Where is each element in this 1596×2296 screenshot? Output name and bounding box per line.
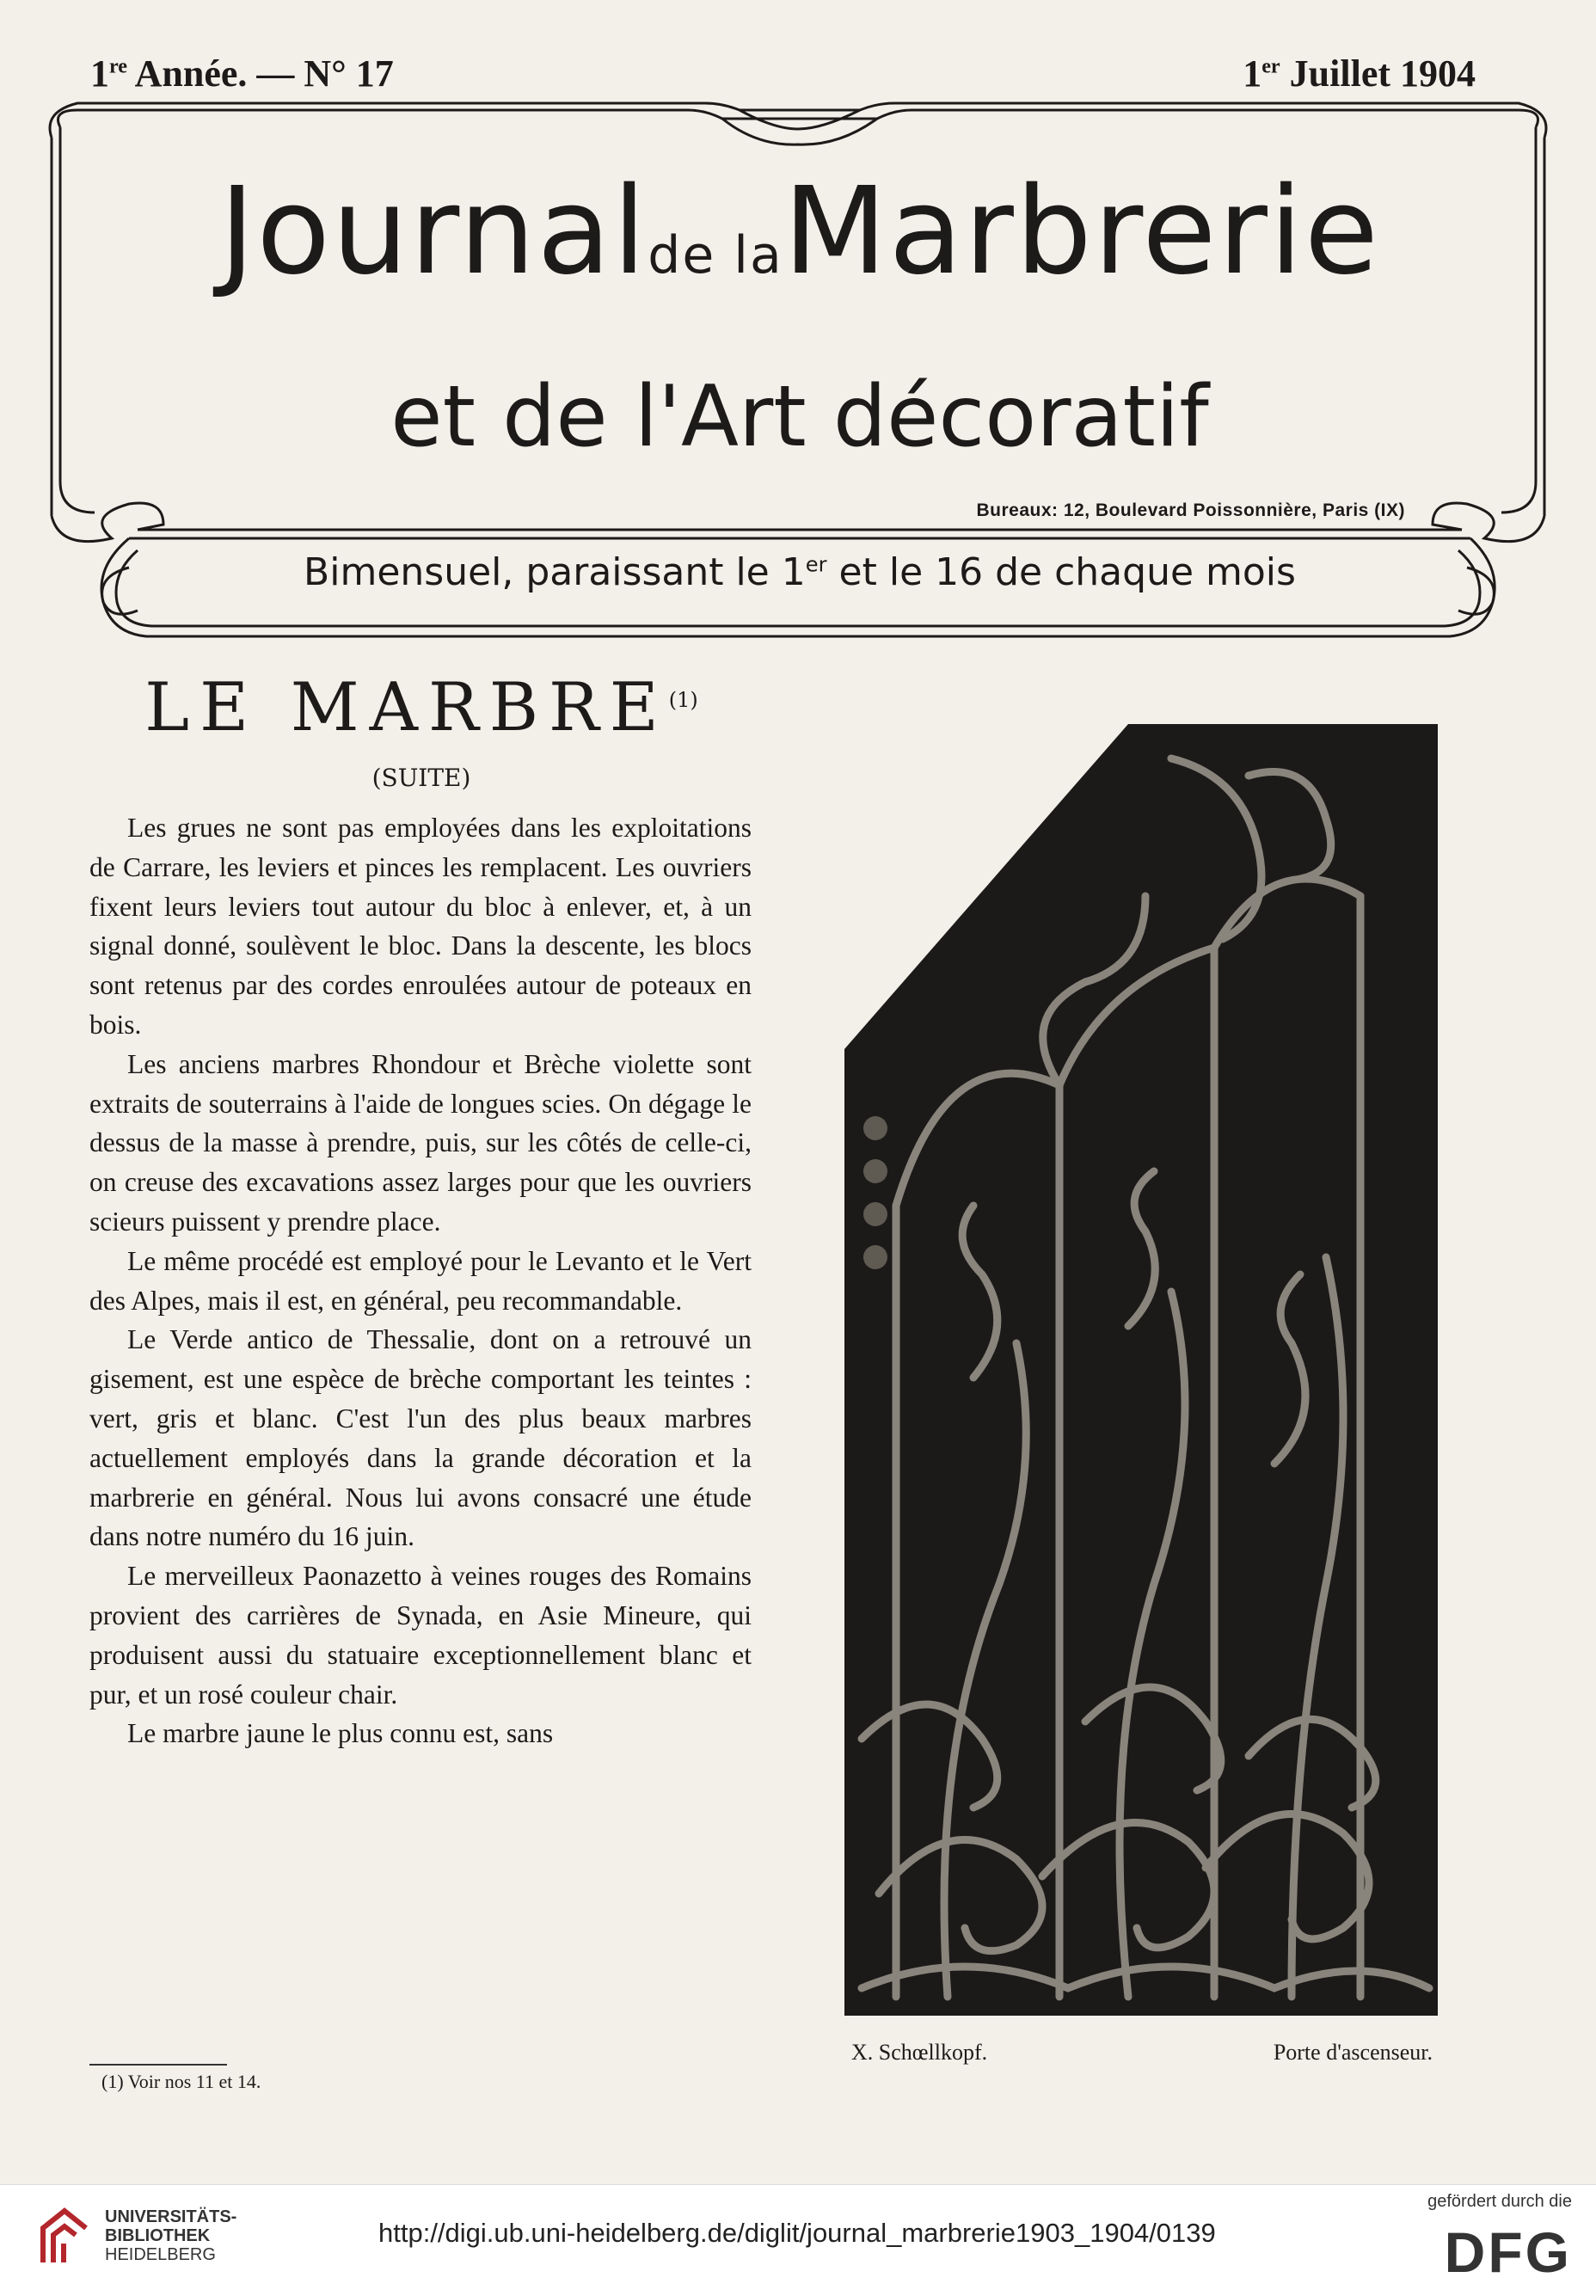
elevator-door-photo: [844, 724, 1438, 2016]
paragraph: Le Verde antico de Thessalie, dont on a retrouvé un gisement, est une espèce de brèche comportant les teintes : vert, gris et blanc. C'est l'un des plus beaux marbres actuellement employés dans la grande décoration et la marbrerie en général. Nous lui avons consacré une étude dans notre numéro du 16 juin.: [89, 1324, 752, 1552]
footnote: (1) Voir nos 11 et 14.: [101, 2071, 261, 2092]
paragraph: Le même procédé est employé pour le Levanto et le Vert des Alpes, mais il est, en général, peu recommandable.: [89, 1245, 752, 1316]
figure-caption-artist: X. Schœllkopf.: [851, 2040, 988, 2065]
bureaux-address: Bureaux: 12, Boulevard Poissonnière, Paris (IX): [976, 500, 1405, 520]
issue-date: 1er Juillet 1904: [1243, 52, 1476, 95]
paragraph: Le marbre jaune le plus connu est, sans: [127, 1718, 554, 1749]
masthead-tagline: Bimensuel, paraissant le 1er et le 16 de chaque mois: [304, 550, 1296, 594]
article-subtitle: (SUITE): [371, 764, 471, 792]
university-library-logo-icon: [34, 2202, 95, 2271]
article-title: LE MARBRE$^{(1)}$: [144, 669, 698, 746]
dfg-logo: DFG: [1444, 2220, 1572, 2284]
figure-caption-title: Porte d'ascenseur.: [1273, 2040, 1433, 2065]
footnote-ref: (1): [668, 688, 698, 712]
footnote-divider: [89, 2064, 227, 2066]
source-url[interactable]: http://digi.ub.uni-heidelberg.de/diglit/journal_marbrerie1903_1904/0139: [378, 2218, 1216, 2248]
paragraph: Les grues ne sont pas employées dans les exploitations de Carrare, les leviers et pinces les remplacent. Les ouvriers fixent leurs leviers tout autour du bloc à enlever, et, à un signal donné, soulèvent le bloc. Dans la descente, les blocs sont retenus par des cordes enroulées autour de poteaux en bois.: [89, 813, 752, 1040]
university-library-name: UNIVERSITÄTS- BIBLIOTHEK HEIDELBERG: [105, 2207, 237, 2264]
paragraph: Le merveilleux Paonazetto à veines rouges des Romains provient des carrières de Synada, en Asie Mineure, qui produisent aussi du statuaire exceptionnellement blanc et pur, et un rosé couleur chair.: [89, 1561, 752, 1710]
paragraph: Les anciens marbres Rhondour et Brèche violette sont extraits de souterrains à l'aide de longues scies. On dégage le dessus de la masse à prendre, puis, sur les côtés de celle-ci, on creuse des excavations assez larges pour que les ouvriers scieurs puissent y prendre place.: [89, 1048, 752, 1237]
funding-note: gefördert durch die: [1427, 2192, 1572, 2211]
article-body: [89, 808, 752, 1753]
digitization-footer: [0, 2184, 1596, 2296]
masthead-subtitle: et de l'Art décoratif: [390, 368, 1209, 466]
issue-number: 1re Année. — N° 17: [90, 52, 394, 95]
masthead-title: Journalde laMarbrerie: [219, 162, 1380, 302]
